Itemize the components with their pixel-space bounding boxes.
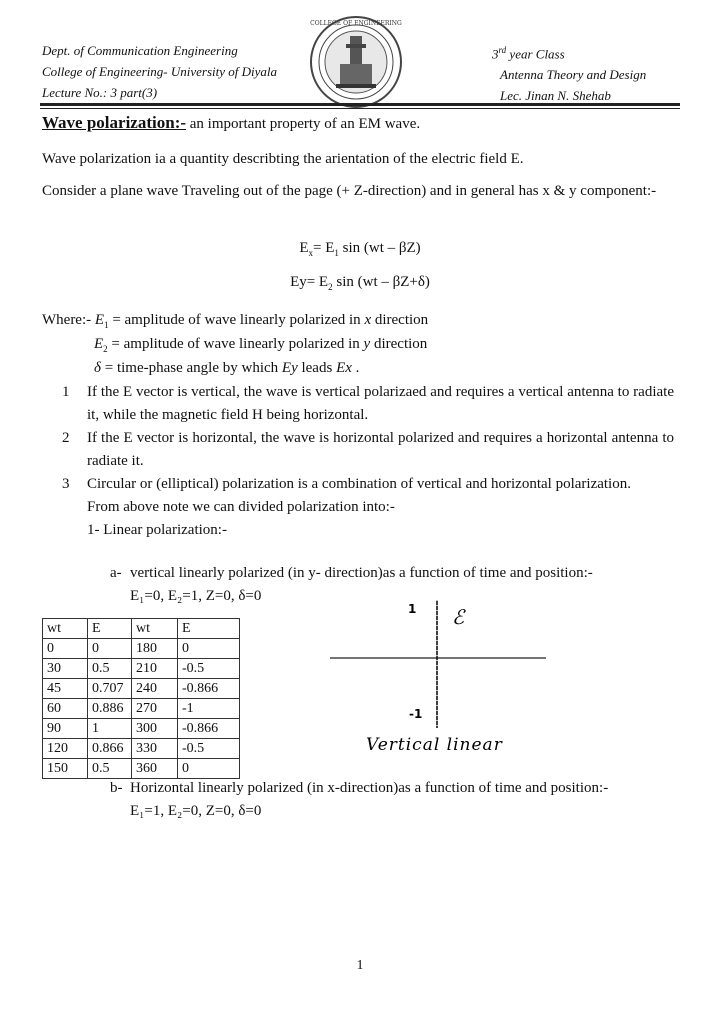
table-header-row (43, 619, 240, 639)
table-row (43, 699, 240, 719)
list-number: 1 (62, 384, 70, 400)
label-bottom: -1 (409, 707, 423, 721)
table-cell: -0.5 (178, 659, 240, 679)
header-year-sup: rd (498, 45, 507, 55)
table-cell: 330 (132, 739, 178, 759)
where-delta-end: . (351, 360, 360, 376)
table-cell: 0.5 (88, 759, 132, 779)
where-e2-text: = amplitude of wave linearly polarized in (107, 336, 364, 352)
where-delta-text: = time-phase angle by which (100, 360, 282, 376)
section-title (42, 113, 420, 133)
header-right (492, 40, 646, 106)
subitem-b-label: b- (110, 780, 123, 796)
table-cell: 60 (43, 699, 88, 719)
table-cell: 210 (132, 659, 178, 679)
table-cell: 0.886 (88, 699, 132, 719)
table-cell: 0 (178, 639, 240, 659)
where-e2-sub: 2 (103, 344, 108, 354)
table-cell: 180 (132, 639, 178, 659)
table-row (43, 759, 240, 779)
where-e2: E (94, 336, 104, 352)
table-row (43, 679, 240, 699)
where-line-e1 (42, 311, 428, 335)
table-cell: 0 (178, 759, 240, 779)
eq1-b: = E (313, 240, 335, 256)
header-college: College of Engineering- University of Diyala (42, 64, 278, 79)
field-symbol: ℰ (452, 605, 465, 629)
table-cell: 0.5 (88, 659, 132, 679)
list-item (62, 381, 674, 427)
paragraph-plane-wave: Consider a plane wave Traveling out of the page (+ Z-direction) and in general has x & y component:- (42, 183, 657, 199)
list-text: Circular or (elliptical) polarization is a combination of vertical and horizontal polarization. (87, 476, 631, 492)
subitem-b-conditions: E₁=1, E₂=0, Z=0, δ=0 (130, 803, 262, 819)
vertical-linear-figure (326, 594, 550, 756)
table-cell: 0.707 (88, 679, 132, 699)
table-cell: 300 (132, 719, 178, 739)
header-lecturer: Lec. Jinan N. Shehab (500, 88, 611, 104)
table-cell: 45 (43, 679, 88, 699)
section-heading: Wave polarization:- (42, 113, 187, 132)
section-subtitle: an important property of an EM wave. (186, 116, 421, 132)
header-left (42, 40, 277, 103)
list-item (62, 473, 674, 496)
subitem-b (110, 777, 674, 823)
subitem-b-text (110, 777, 674, 800)
table-cell: 270 (132, 699, 178, 719)
where-x: x (364, 312, 372, 328)
subitem-a-text (110, 562, 674, 585)
subitem-a-conditions: E₁=0, E₂=1, Z=0, δ=0 (130, 588, 262, 604)
linear-polarization-heading: 1- Linear polarization:- (87, 522, 227, 538)
table-body (43, 619, 240, 779)
where-e2-end: direction (370, 336, 428, 352)
note-line: From above note we can divided polarization into:- (87, 499, 395, 515)
eq2-a: Ey= E (290, 274, 329, 290)
where-e1-sub: 1 (104, 320, 109, 330)
table-row (43, 739, 240, 759)
where-leads: leads (297, 360, 337, 376)
where-ex: Ex (336, 360, 352, 376)
table-cell: -0.5 (178, 739, 240, 759)
eq1-c: sin (wt – βZ) (338, 240, 421, 256)
table-cell: 120 (43, 739, 88, 759)
table-cell: 1 (88, 719, 132, 739)
table-cell: 0.866 (88, 739, 132, 759)
table-header-e: E (88, 619, 132, 639)
table-header-wt: wt (43, 619, 88, 639)
table-cell: 0 (88, 639, 132, 659)
table-header-e2: E (178, 619, 240, 639)
page-number: 1 (356, 958, 364, 973)
header-department: Dept. of Communication Engineering (42, 43, 238, 58)
header-course: Antenna Theory and Design (500, 67, 647, 83)
table-row (43, 719, 240, 739)
subitem-a-description: vertical linearly polarized (in y- direction)as a function of time and position:- (130, 565, 593, 581)
where-line-delta (42, 359, 428, 378)
table-cell: 30 (43, 659, 88, 679)
where-e1-end: direction (371, 312, 429, 328)
header-year (492, 40, 646, 64)
where-e1: E (94, 312, 105, 328)
table-cell: -0.866 (178, 679, 240, 699)
label-top: 1 (408, 602, 417, 616)
list-item (62, 427, 674, 473)
table-cell: 90 (43, 719, 88, 739)
where-y: y (363, 336, 371, 352)
table-cell: 360 (132, 759, 178, 779)
table-cell: -1 (178, 699, 240, 719)
subitem-b-description: Horizontal linearly polarized (in x-direction)as a function of time and position:- (130, 780, 609, 796)
where-delta: δ (94, 360, 101, 376)
header-lecture: Lecture No.: 3 part(3) (42, 85, 158, 100)
subitem-a-label: a- (110, 565, 122, 581)
table-row (43, 659, 240, 679)
logo-text: COLLEGE OF ENGINEERING (310, 20, 402, 27)
list-number: 3 (62, 476, 70, 492)
table-row (43, 639, 240, 659)
figure-caption: Vertical linear (366, 735, 503, 755)
where-definitions (42, 311, 428, 378)
wt-e-table (42, 618, 240, 779)
equation-ex (42, 240, 678, 258)
college-logo (306, 14, 406, 110)
eq1-a: E (299, 240, 309, 256)
polarization-list (62, 381, 674, 542)
table-cell: 240 (132, 679, 178, 699)
table-header-wt2: wt (132, 619, 178, 639)
table-cell: 0 (43, 639, 88, 659)
eq1-b-sub: 1 (334, 248, 339, 258)
where-line-e2 (42, 335, 428, 359)
header-year-number: 3 (492, 46, 499, 62)
table-cell: 150 (43, 759, 88, 779)
header-rule-thin (40, 108, 680, 109)
eq1-a-sub: x (308, 248, 313, 258)
eq2-a-sub: 2 (328, 282, 333, 292)
table-cell: -0.866 (178, 719, 240, 739)
where-e1-text: = amplitude of wave linearly polarized in (108, 312, 365, 328)
list-text: If the E vector is vertical, the wave is vertical polarizaed and requires a vertical antenna to radiate it, while the magnetic field H being horizontal. (87, 384, 674, 423)
list-number: 2 (62, 430, 70, 446)
where-ey: Ey (281, 360, 298, 376)
paragraph-definition: Wave polarization ia a quantity describting the arientation of the electric field E. (42, 151, 524, 167)
eq2-b: sin (wt – βZ+δ) (332, 274, 430, 290)
header-rule-thick (40, 103, 680, 106)
list-text: If the E vector is horizontal, the wave is horizontal polarized and requires a horizontal antenna to radiate it. (87, 430, 674, 469)
header-year-rest: year Class (506, 46, 565, 62)
where-prefix: Where:- (42, 312, 95, 328)
equation-ey (42, 274, 678, 292)
